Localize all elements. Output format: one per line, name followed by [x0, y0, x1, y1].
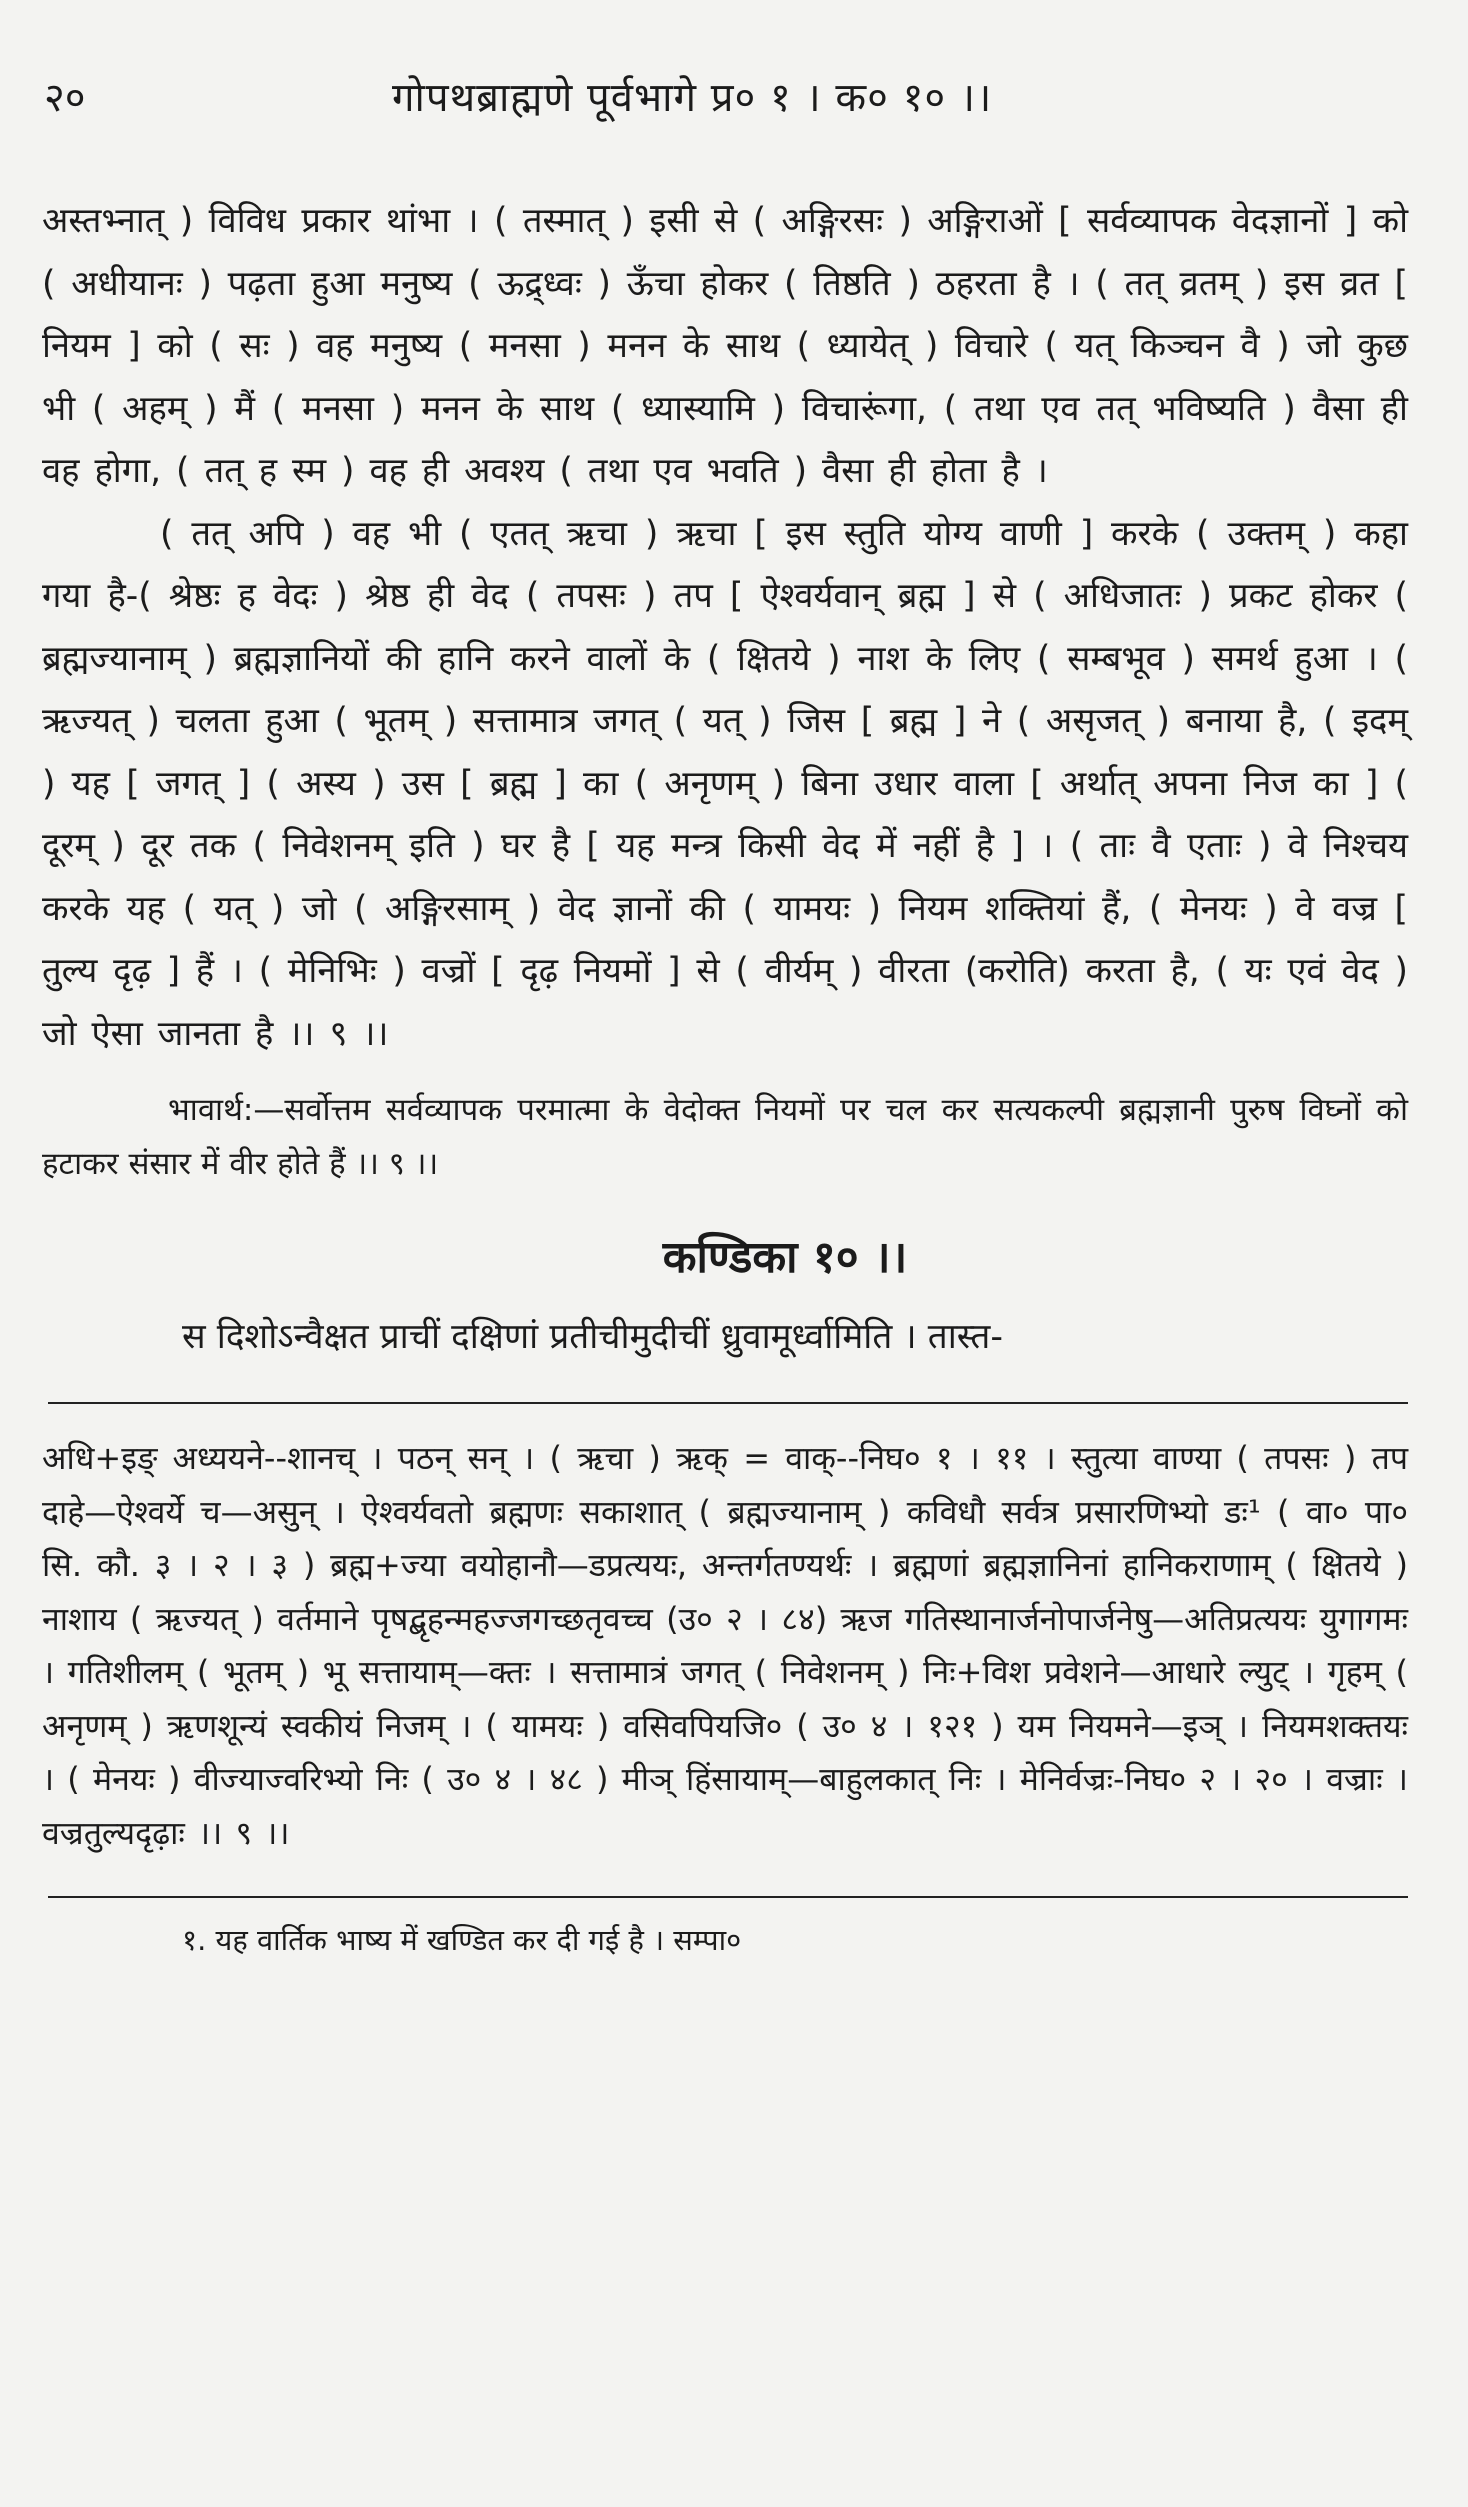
translation-paragraph-2: ( तत् अपि ) वह भी ( एतत् ऋचा ) ऋचा [ इस स्तुति योग्य वाणी ] करके ( उक्तम् ) कहा गया है-( श्रेष्ठः ह वेदः ) श्रेष्ठ ही वेद ( तपसः ) तप [ ऐश्वर्यवान् ब्रह्म ] से ( अधिजातः ) प्रकट होकर ( ब्रह्मज्यानाम् ) ब्रह्मज्ञानियों की हानि करने वालों के ( क्षितये ) नाश के लिए ( सम्बभूव ) समर्थ हुआ । ( ऋज्यत् ) चलता हुआ ( भूतम् ) सत्तामात्र जगत् ( यत् ) जिस [ ब्रह्म ] ने ( असृजत् ) बनाया है, ( इदम् ) यह [ जगत् ] ( अस्य ) उस [ ब्रह्म ] का ( अनृणम् ) बिना उधार वाला [ अर्थात् अपना निज का ] ( दूरम् ) दूर तक ( निवेशनम् इति ) घर है [ यह मन्त्र किसी वेद में नहीं है ] । ( ताः वै एताः ) वे निश्चय करके यह ( यत् ) जो ( अङ्गिरसाम् ) वेद ज्ञानों की ( यामयः ) नियम शक्तियां हैं, ( मेनयः ) वे वज्र [ तुल्य दृढ़ ] हैं । ( मेनिभिः ) वज्रों [ दृढ़ नियमों ] से ( वीर्यम् ) वीरता (करोति) करता है, ( यः एवं वेद ) जो ऐसा जानता है ।। ९ ।। — [42, 513, 1408, 1054]
section-divider — [48, 1402, 1408, 1404]
translation-section — [42, 190, 1408, 1065]
kandika-heading: कण्डिका १० ।। — [662, 1232, 908, 1283]
page-number: २० — [44, 75, 86, 121]
translation-paragraph-1: अस्तभ्नात् ) विविध प्रकार थांभा । ( तस्मात् ) इसी से ( अङ्गिरसः ) अङ्गिराओं [ सर्वव्यापक वेदज्ञानों ] को ( अधीयानः ) पढ़ता हुआ मनुष्य ( ऊद्र्ध्वः ) ऊँचा होकर ( तिष्ठति ) ठहरता है । ( तत् व्रतम् ) इस व्रत [ नियम ] को ( सः ) वह मनुष्य ( मनसा ) मनन के साथ ( ध्यायेत् ) विचारे ( यत् किञ्चन वै ) जो कुछ भी ( अहम् ) मैं ( मनसा ) मनन के साथ ( ध्यास्यामि ) विचारूंगा, ( तथा एव तत् भविष्यति ) वैसा ही वह होगा, ( तत् ह स्म ) वह ही अवश्य ( तथा एव भवति ) वैसा ही होता है । — [42, 201, 1408, 491]
page-header — [42, 68, 1408, 132]
footnote-divider — [48, 1896, 1408, 1898]
footnote: १. यह वार्तिक भाष्य में खण्डित कर दी गई है । सम्पा० — [182, 1923, 742, 1957]
grammar-commentary: अधि+इङ् अध्ययने--शानच् । पठन् सन् । ( ऋचा ) ऋक् = वाक्--निघ० १ । ११ । स्तुत्या वाण्या ( तपसः ) तप दाहे—ऐश्वर्ये च—असुन् । ऐश्वर्यवतो ब्रह्मणः सकाशात् ( ब्रह्मज्यानाम् ) कविधौ सर्वत्र प्रसारणिभ्यो डः¹ ( वा० पा० सि. कौ. ३ । २ । ३ ) ब्रह्म+ज्या वयोहानौ—डप्रत्ययः, अन्तर्गतण्यर्थः । ब्रह्मणां ब्रह्मज्ञानिनां हानिकराणाम् ( क्षितये ) नाशाय ( ऋज्यत् ) वर्तमाने पृषद्बृहन्महज्जगच्छतृवच्च (उ० २ । ८४) ऋज गतिस्थानार्जनोपार्जनेषु—अतिप्रत्ययः युगागमः । गतिशीलम् ( भूतम् ) भू सत्तायाम्—क्तः । सत्तामात्रं जगत् ( निवेशनम् ) निः+विश प्रवेशने—आधारे ल्युट् । गृहम् ( अनृणम् ) ऋणशून्यं स्वकीयं निजम् । ( यामयः ) वसिवपियजि० ( उ० ४ । १२१ ) यम नियमने—इञ् । नियमशक्तयः । ( मेनयः ) वीज्याज्वरिभ्यो निः ( उ० ४ । ४८ ) मीञ् हिंसायाम्—बाहुलकात् निः । मेनिर्वज्रः-निघ० २ । २० । वज्राः । वज्रतुल्यदृढ़ाः ।। ९ ।। — [42, 1439, 1408, 1852]
running-title: गोपथब्राह्मणे पूर्वभागे प्र० १ । क० १० ।। — [392, 75, 993, 121]
bhavartha-summary: भावार्थ:—सर्वोत्तम सर्वव्यापक परमात्मा के वेदोक्त नियमों पर चल कर सत्यकल्पी ब्रह्मज्ञानी पुरुष विघ्नों को हटाकर संसार में वीर होते हैं ।। ९ ।। — [42, 1092, 1408, 1182]
sanskrit-verse: स दिशोऽन्वैक्षत प्राचीं दक्षिणां प्रतीचीमुदीचीं ध्रुवामूर्ध्वामिति । तास्त- — [182, 1317, 1003, 1357]
